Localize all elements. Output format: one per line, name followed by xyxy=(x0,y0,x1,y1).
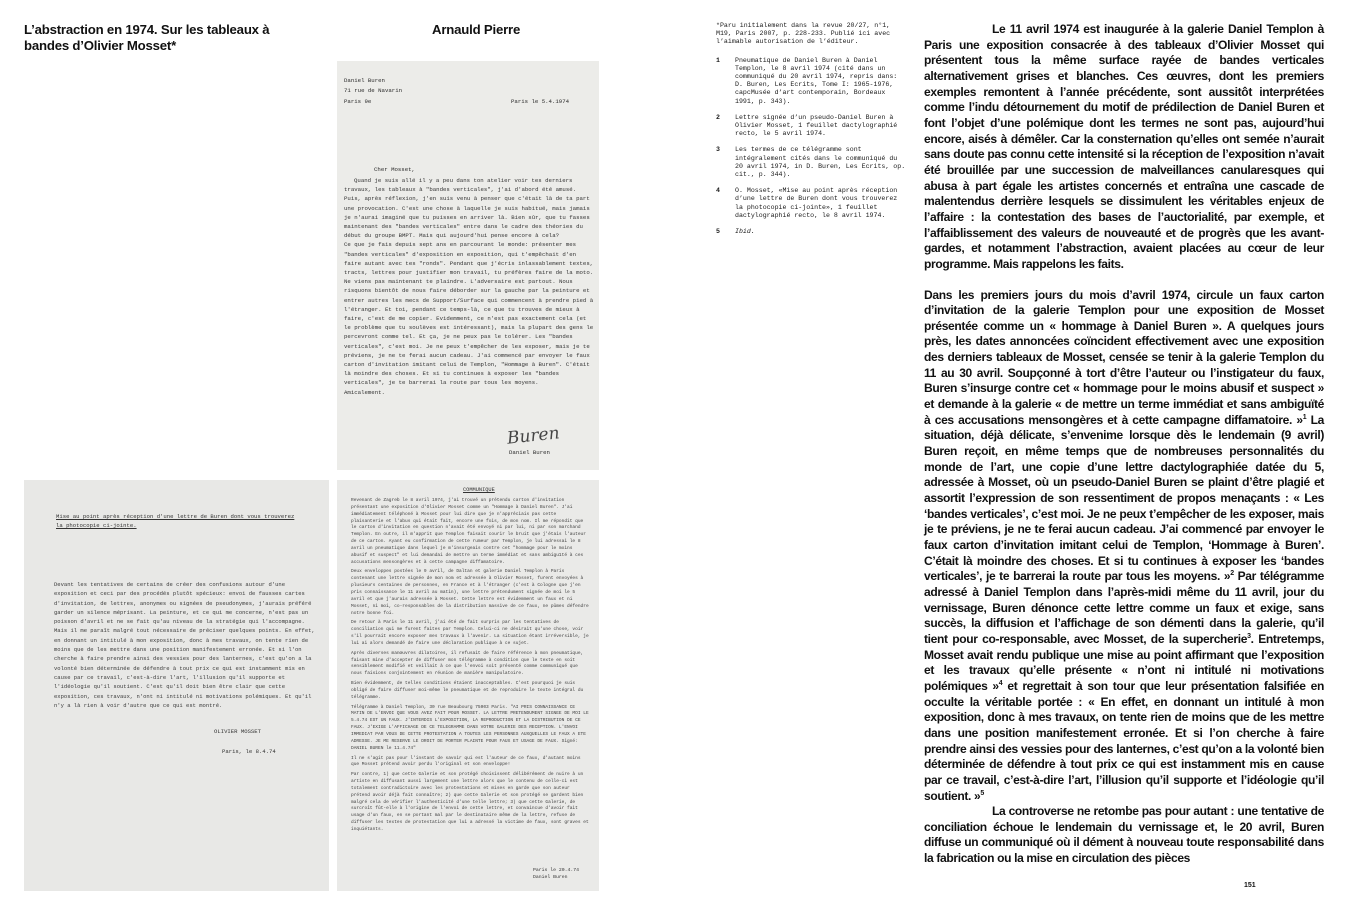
footnote-ref[interactable]: 2 xyxy=(1230,570,1234,578)
note-date: Paris, le 8.4.74 xyxy=(222,748,276,755)
communique-paragraph: De retour à Paris le 11 avril, j'ai été de fait surpris par les tentatives de conciliation qui me furent faites par Templon. Celui-ci ne désirait qu'une chose, voir s'il pourrait encore exposer mes travaux à l'avenir. La situation étant irréversible, je lui ai alors demandé de faire une déclaration publique à ce sujet. xyxy=(351,620,589,646)
footnote-item xyxy=(716,114,906,139)
footnote-number: 2 xyxy=(716,113,720,121)
letter-paragraph: Amicalement. xyxy=(344,388,385,396)
letter-sender-city: Paris 9e xyxy=(344,98,372,105)
note-body: Devant les tentatives de certains de créer des confusions autour d'une exposition et ceci par des procédés plutôt spécieux: envoi de fausses cartes d'invitation, de lettres, anonymes ou signées de pseudonymes, j'aurais préféré garder un silence méprisant. La peinture, et ce qui me concerne, n'est pas un poisson d'avril et ne se fait qu'au niveau de la stratégie qui l'accompagne. Mais il me paraît malgré tout nécessaire de préciser quelques points. En effet, en donnant un intitulé à mon exposition, donc à mes travaux, on tente rien de moins que de les mettre dans une position manifestement erronée. Et si l'on cherche à faire prendre ainsi des vessies pour des lanternes, c'est qu'on a la volonté bien déterminée de défendre à tout prix ce qui est instamment mis en cause par ce travail, c'est-à-dire l'art, l'illusion qu'il supporte et l'idéologie qu'il soutient. C'est qu'il doit bien être clair que cette exposition, ces travaux, n'ont ni intitulé ni motivations polémiques. Et qu'il n'y a là rien à voir d'autre que ce qui est montré. xyxy=(54,581,315,709)
communique-heading: COMMUNIQUE xyxy=(463,487,495,493)
communique-date: Paris le 20.4.74 xyxy=(533,868,580,873)
footnote-text: Pneumatique de Daniel Buren à Daniel Templon, le 8 avril 1974 (cité dans un communiqué du 20 avril 1974, repris dans: D. Buren, Les Ecrits, Tome I: 1965-1976, capcMusée d’art contemporain, Bordeaux 1991, p. 343). xyxy=(735,56,898,105)
note-heading: Mise au point après réception d'une lettre de Buren dont vous trouverez la photocopie ci-jointe. xyxy=(56,513,295,529)
footnote-number: 4 xyxy=(716,187,720,195)
essay-text: Par télégramme adressé à Daniel Templon dans l’après-midi même du 11 avril, jour du vernissage, Buren dénonce cette lettre comme un faux et exige, sans succès, la diffusion et l’affichage de son démenti dans la galerie, qu’il tient pour co-responsable, avec Mosset, de la supercherie xyxy=(924,569,1325,646)
footnote-number: 1 xyxy=(716,56,720,64)
footnote-ref[interactable]: 1 xyxy=(1302,413,1307,421)
handwritten-signature: Buren xyxy=(506,423,561,449)
footnote-item xyxy=(716,146,906,179)
essay-text: Dans les premiers jours du mois d’avril 1974, circule un faux carton d’invitation de la galerie Templon pour une exposition de Mosset présentée comme un « hommage à Daniel Buren ». A quelques jours près, les dates annoncées coïncident effectivement avec une exposition des derniers tableaux de Mosset, censée se tenir à la galerie Templon du 11 au 30 avril. Soupçonné à tort d’être l’auteur ou l’instigateur du faux, Buren s’insurge contre cet « hommage pour le moins abusif et suspect » et demande à la galerie « de mettre un terme immédiat et sans ambiguïté à ces accusations mensongères et à cette campagne diffamatoire. » xyxy=(924,287,1324,427)
footnote-text: Ibid. xyxy=(735,228,755,236)
letter-sender-address: 71 rue de Navarin xyxy=(344,87,403,94)
letter-signature-name: Daniel Buren xyxy=(509,449,550,456)
letter-paragraph: Ce que je fais depuis sept ans en parcourant le monde: présenter mes "bandes verticales" d'exposition en exposition, qui t'empêchait d'en faire autant avec tes "ronds". Pendant que j'écris inlassablement textes, tracts, lettres pour justifier mon travail, tu préfères faire de la moto. Ne viens pas maintenant te plaindre. L'adversaire est partout. Nous risquons bientôt de nous faire déborder sur la gauche par la peinture et entrer autres les mecs de Support/Surface qui commencent à prendre pied à l'étranger. Et toi, pendant ce temps-là, ce que tu trouves de mieux à faire, c'est de me copier. Evidemment, ce n'est pas exactement cela (et le problème que tu soulèves est intéressant), mais la plupart des gens le percevront comme tel. Et ça, je ne peux pas le tolérer. Les "bandes verticales", c'est moi. Je ne peux t'empêcher de les exposer, mais je te préviens, je ne te ferai aucun cadeau. J'ai commencé par envoyer le faux carton d'invitation imitant celui de Templon, "Hommage à Buren". C'était là moindre des choses. Et si tu continues à exposer les "bandes verticales", je te barrerai la route par tous les moyens. xyxy=(344,241,594,387)
footnote-item xyxy=(716,187,906,220)
footnote-intro: *Paru initialement dans la revue 20/27, n°1, M19, Paris 2007, p. 228-233. Publié ici avec l’aimable autorisation de l’éditeur. xyxy=(716,22,891,46)
footnote-item xyxy=(716,228,906,236)
footnote-text: O. Mosset, «Mise au point après réception d’une lettre de Buren dont vous trouverez la photocopie ci-jointe», 1 feuillet dactylographié recto, le 8 avril 1974. xyxy=(735,187,898,219)
communique-paragraph: Revenant de Zagreb le 8 avril 1974, j'ai trouvé un prétendu carton d'invitation présentant une exposition d'Olivier Mosset comme un "Hommage à Daniel Buren". J'ai immédiatement téléphoné à Mosset pour lui dire que je n'appréciais pas cette plaisanterie et l'abus qui était fait, encore une fois, de mon nom. Il me répondit que le carton d'invitation en question n'avait été envoyé ni par lui, ni par son marchand Templon. En outre, il m'apprit que Templon faisait courir le bruit que j'étais l'auteur de ce carton. Ayant eu confirmation de cette rumeur par Templon, je lui adressai le 8 avril un pneumatique dans lequel je m'insurgeais contre cet "hommage pour le moins abusif et suspect" et lui demandai de mettre un terme immédiat et sans ambiguïté à ces accusations mensongères et à cette campagne diffamatoire. xyxy=(351,498,586,565)
essay-body xyxy=(924,22,1324,867)
article-title: L’abstraction en 1974. Sur les tableaux à bandes d’Olivier Mosset* xyxy=(24,22,270,53)
communique-telegram: Télégramme à Daniel Templon, 30 rue Beaubourg 75003 Paris. "AI PRIS CONNAISSANCE CE MATIN DE L'ENVOI QUE VOUS AVEZ FAIT POUR MOSSET. LA LETTRE PRETENDUMENT SIGNEE DE MOI LE 5.4.74 EST UN FAUX. J'INTERDIS L'EXPOSITION, LA REPRODUCTION ET LA DISTRIBUTION DE CE FAUX. J'EXIGE L'AFFICHAGE DE CE TELEGRAMME DANS VOTRE GALERIE DES RECEPTION. L'ENVOI IMMEDIAT PAR VOUS DE CETTE PROTESTATION A TOUTES LES PERSONNES AUXQUELLES LE FAUX A ETE ADRESSE. JE ME RESERVE LE DROIT DE PORTER PLAINTE POUR FAUX ET USAGE DE FAUX. Signé: DANIEL BUREN le 11.4.74" xyxy=(351,704,589,751)
article-author: Arnauld Pierre xyxy=(432,22,521,37)
letter-paragraph: Quand je suis allé il y a peu dans ton atelier voir tes derniers travaux, les tableaux à "bandes verticales", j'ai d'abord été amusé. Puis, après réflexion, j'en suis venu à penser que c'était là de ta part une provocation. C'est une chose à laquelle je suis habitué, mais jamais je n'aurai imaginé que tu puisses en arriver là. Bien sûr, que tu fasses maintenant des "bandes verticales" entre dans le cadre des théories du début du groupe BMPT. Mais qui aujourd'hui pense encore à cela? xyxy=(344,177,590,240)
communique-signoff xyxy=(533,867,579,881)
communique-closing: Il ne s'agit pas pour l'instant de savoir qui est l'auteur de ce faux, d'autant moins que Mosset prétend avoir perdu l'original et son enveloppe! xyxy=(351,755,581,768)
scanned-communique-image xyxy=(337,480,599,891)
essay-text: et regrettait à son tour que leur présentation falsifiée en occulte la véritable portée : « En effet, en donnant un intitulé à mon exposition, donc à mes travaux, on tente rien de moins que de les mettre dans une position manifestement erronée. Et si l’on cherche à faire prendre ainsi des vessies pour des lanternes, c’est qu’on a la volonté bien déterminée de défendre à tout prix ce qui est instamment mis en cause par ce travail, c’est-à-dire l’art, l’illusion qu’il supporte et l’idéologie qu’il soutient. » xyxy=(924,678,1324,803)
essay-text: . Entretemps, Mosset avait rendu publique une mise au point affirmant que l’exposition et les travaux qu’elle présente « n’ont ni intitulé ni motivations polémiques » xyxy=(924,631,1324,693)
letter-sender-name: Daniel Buren xyxy=(344,77,385,84)
page-number: 151 xyxy=(1244,882,1256,889)
communique-paragraph: Après diverses manœuvres dilatoires, il refusait de faire référence à mon pneumatique, faisant mine d'accepter de diffuser mon télégramme à condition que le texte en soit sensiblement modifié et veillait à ce que l'envoi soit présenté comme communiqué que nous faisions conjointement en réunion de manière manipulatoire. xyxy=(351,650,584,677)
essay-paragraph-1: Le 11 avril 1974 est inaugurée à la galerie Daniel Templon à Paris une exposition consacrée à des tableaux d’Olivier Mosset qui présentent tous la même surface rayée de bandes verticales alternativement grises et blanches. Ces œuvres, dont les premiers exemples remontent à l’année précédente, sont aussitôt interprétées comme l’indu détournement du motif de prédilection de Daniel Buren et font l’objet d’une polémique dont les termes ne sont pas, aujourd’hui encore, aisés à démêler. Car la consternation qu’elles ont semée n’aurait sans doute pas connu cette intensité si la réception de l’exposition n’avait été brouillée par une succession de malveillances canularesques qui abusa à part égale les artistes concernés et entraîna une cascade de malentendus derrière lesquels se dissimulent les véritables enjeux de l’affaire : la contestation des bases de l’auctorialité, par exemple, et l’affaiblissement des valeurs de nouveauté et de progrès que les avant-gardes, et notamment l’abstraction, avaient placées au cœur de leur programme. Mais rappelons les faits. xyxy=(924,22,1324,271)
communique-body xyxy=(351,498,589,837)
essay-text: La situation, déjà délicate, s’envenime lorsque dès le lendemain (9 avril) Buren reçoit, en même temps que de nombreuses personnalités du monde de l’art, une copie d’une lettre dactylographiée datée du 5, adressée à Mosset, où un pseudo-Daniel Buren se plaint d’être plagié et assortit l’expression de son ressentiment de propos menaçants : « Les ‘bandes verticales’, c’est moi. Je ne peux t’empêcher de les exposer, mais je te préviens, je ne te ferai aucun cadeau. J’ai commencé par envoyer le faux carton d’invitation imitant celui de Templon, ‘Hommage à Buren’. C’était là moindre des choses. Et si tu continues à exposer les ‘bandes verticales’, je te barrerai la route par tous les moyens. » xyxy=(924,412,1324,584)
footnote-ref[interactable]: 4 xyxy=(998,679,1003,687)
communique-closing: Par contre, 1) que cette Galerie et son protégé choisissent délibérément de nuire à un artiste en diffusant aussi largement une lettre alors que le contenu de celle-ci est totalement contradictoire avec les protestations et mises en garde que son auteur prétend avoir déjà fait connaître; 2) que cette Galerie et son protégé se gardent bien malgré cela de vérifier l'authenticité d'une telle lettre; 3) que cette Galerie, de surcroît fût-elle à l'origine de l'envoi de cette lettre, et convaincue d'avoir fait usage d'un faux, en se portant mal par le destinataire même de la lettre, refuse de diffuser les textes de protestation que lui a adressé la victime de faux, sont graves et inquiétants. xyxy=(351,772,589,832)
footnote-item xyxy=(716,57,906,106)
essay-paragraph-2 xyxy=(924,288,1324,805)
scanned-letter-image xyxy=(337,61,599,470)
footnote-number: 3 xyxy=(716,146,720,154)
note-signature: OLIVIER MOSSET xyxy=(214,728,261,735)
footnote-ref[interactable]: 3 xyxy=(1247,632,1251,640)
footnote-number: 5 xyxy=(716,228,720,236)
letter-date: Paris le 5.4.1974 xyxy=(511,98,570,105)
letter-body xyxy=(344,176,594,397)
communique-signature: Daniel Buren xyxy=(533,875,568,880)
letter-salutation: Cher Mosset, xyxy=(374,166,415,173)
essay-paragraph-3: La controverse ne retombe pas pour autant : une tentative de conciliation échoue le lendemain du vernissage et, le 20 avril, Buren diffuse un communiqué où il dément à nouveau toute responsabilité dans la fabrication ou la mise en circulation des pièces xyxy=(924,804,1324,866)
footnote-text: Lettre signée d’un pseudo-Daniel Buren à Olivier Mosset, 1 feuillet dactylographié recto, le 5 avril 1974. xyxy=(735,113,898,138)
footnotes xyxy=(716,22,906,244)
footnote-ref[interactable]: 5 xyxy=(980,789,984,797)
footnote-text: Les termes de ce télégramme sont intégralement cités dans le communiqué du 20 avril 1974, in D. Buren, Les Ecrits, op. cit., p. 344). xyxy=(735,146,906,179)
communique-paragraph: Bien évidemment, de telles conditions étaient inacceptables. C'est pourquoi je suis obligé de faire diffuser moi-même le pneumatique et de reproduire le texte intégral du télégramme. xyxy=(351,681,584,700)
communique-paragraph: Deux enveloppes postées le 9 avril, de Daltan et galerie Daniel Templon à Paris contenant une lettre signée de mon nom et adressée à Olivier Mosset, furent envoyées à plusieurs centaines de personnes, en France et à l'étranger (c'est à Cologne que j'en pris connaissance le 11 avril au matin), une lettre prétendument signée de moi le 5 avril et que j'aurais adressée à Mosset. Cette lettre est évidemment un faux et ni Mosset, ni moi, co-responsables de la distribution massive de ce faux, ne pûmes défendre notre bonne foi. xyxy=(351,569,589,616)
scanned-note-image xyxy=(24,480,329,891)
